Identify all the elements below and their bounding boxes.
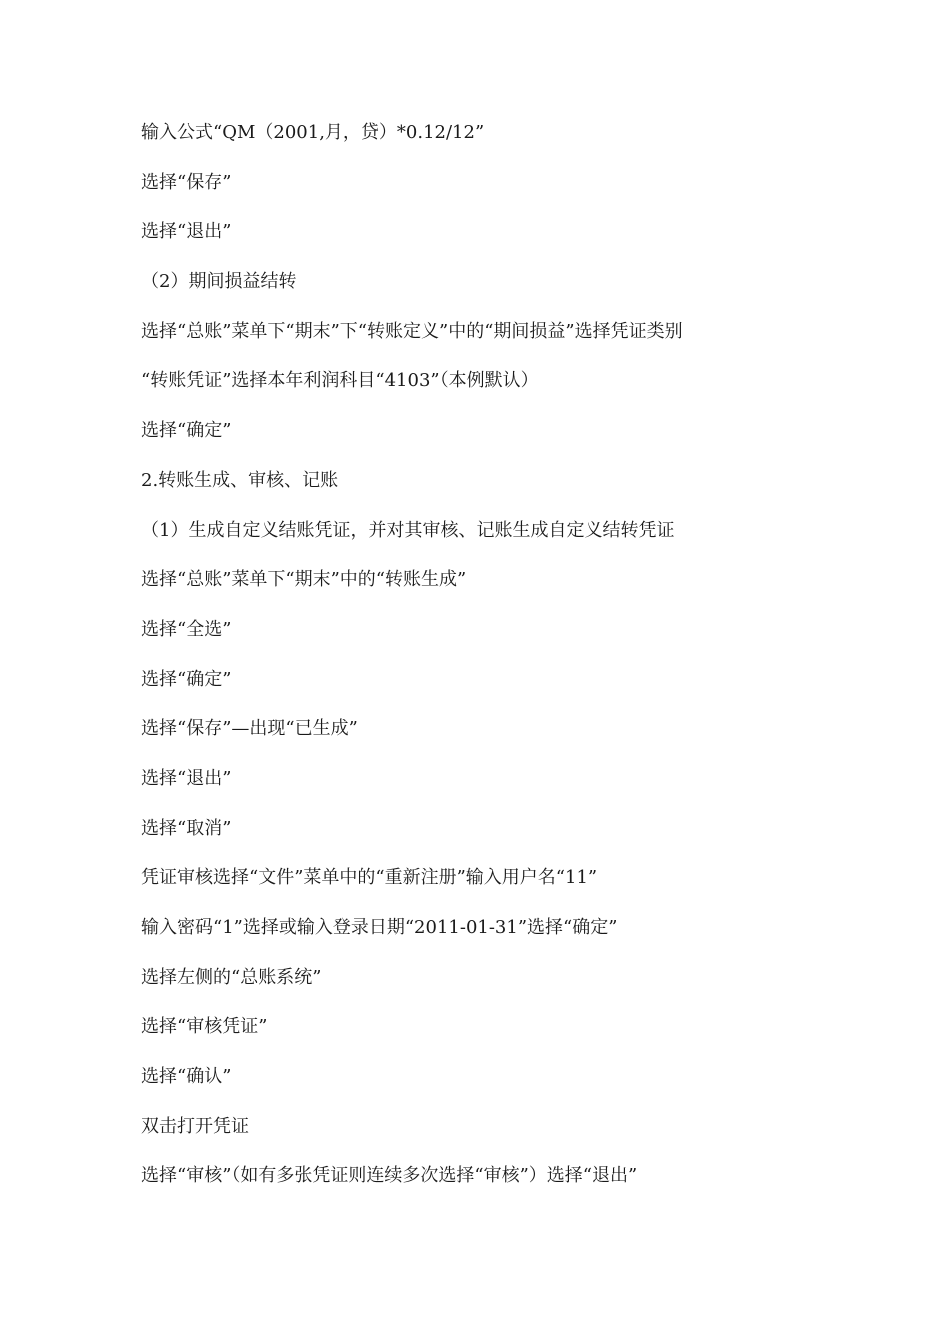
text-line-review-voucher: 选择“审核凭证”	[141, 1016, 268, 1038]
section-heading-custom-voucher: （1）生成自定义结账凭证，并对其审核、记账生成自定义结转凭证	[141, 519, 675, 541]
text-line-ledger-system: 选择左侧的“总账系统”	[141, 966, 322, 988]
text-line-acknowledge: 选择“确认”	[141, 1066, 232, 1088]
text-line-save-generated: 选择“保存”—出现“已生成”	[141, 718, 358, 740]
text-line-formula: 输入公式“QM（2001,月，贷）*0.12/12”	[141, 122, 485, 143]
section-heading-period-pl-transfer: （2）期间损益结转	[141, 271, 297, 293]
section-heading-transfer-generate: 2.转账生成、审核、记账	[141, 469, 339, 491]
text-line-open-voucher: 双击打开凭证	[141, 1115, 249, 1137]
text-line-select-ledger-period-pl: 选择“总账”菜单下“期末”下“转账定义”中的“期间损益”选择凭证类别	[141, 320, 683, 342]
text-line-confirm-2: 选择“确定”	[141, 668, 232, 690]
text-line-review-exit: 选择“审核”（如有多张凭证则连续多次选择“审核”）选择“退出”	[141, 1165, 638, 1187]
text-line-cancel: 选择“取消”	[141, 817, 232, 839]
document-body	[141, 119, 841, 1212]
text-line-transfer-generate: 选择“总账”菜单下“期末”中的“转账生成”	[141, 569, 467, 591]
text-line-exit-2: 选择“退出”	[141, 767, 232, 789]
text-line-exit: 选择“退出”	[141, 221, 232, 243]
text-line-password-date: 输入密码“1”选择或输入登录日期“2011-01-31”选择“确定”	[141, 917, 618, 938]
text-line-save: 选择“保存”	[141, 171, 232, 193]
text-line-voucher-review-login: 凭证审核选择“文件”菜单中的“重新注册”输入用户名“11”	[141, 867, 598, 889]
text-line-confirm: 选择“确定”	[141, 420, 232, 442]
text-line-voucher-type: “转账凭证”选择本年利润科目“4103”（本例默认）	[141, 370, 539, 392]
text-line-select-all: 选择“全选”	[141, 618, 232, 640]
